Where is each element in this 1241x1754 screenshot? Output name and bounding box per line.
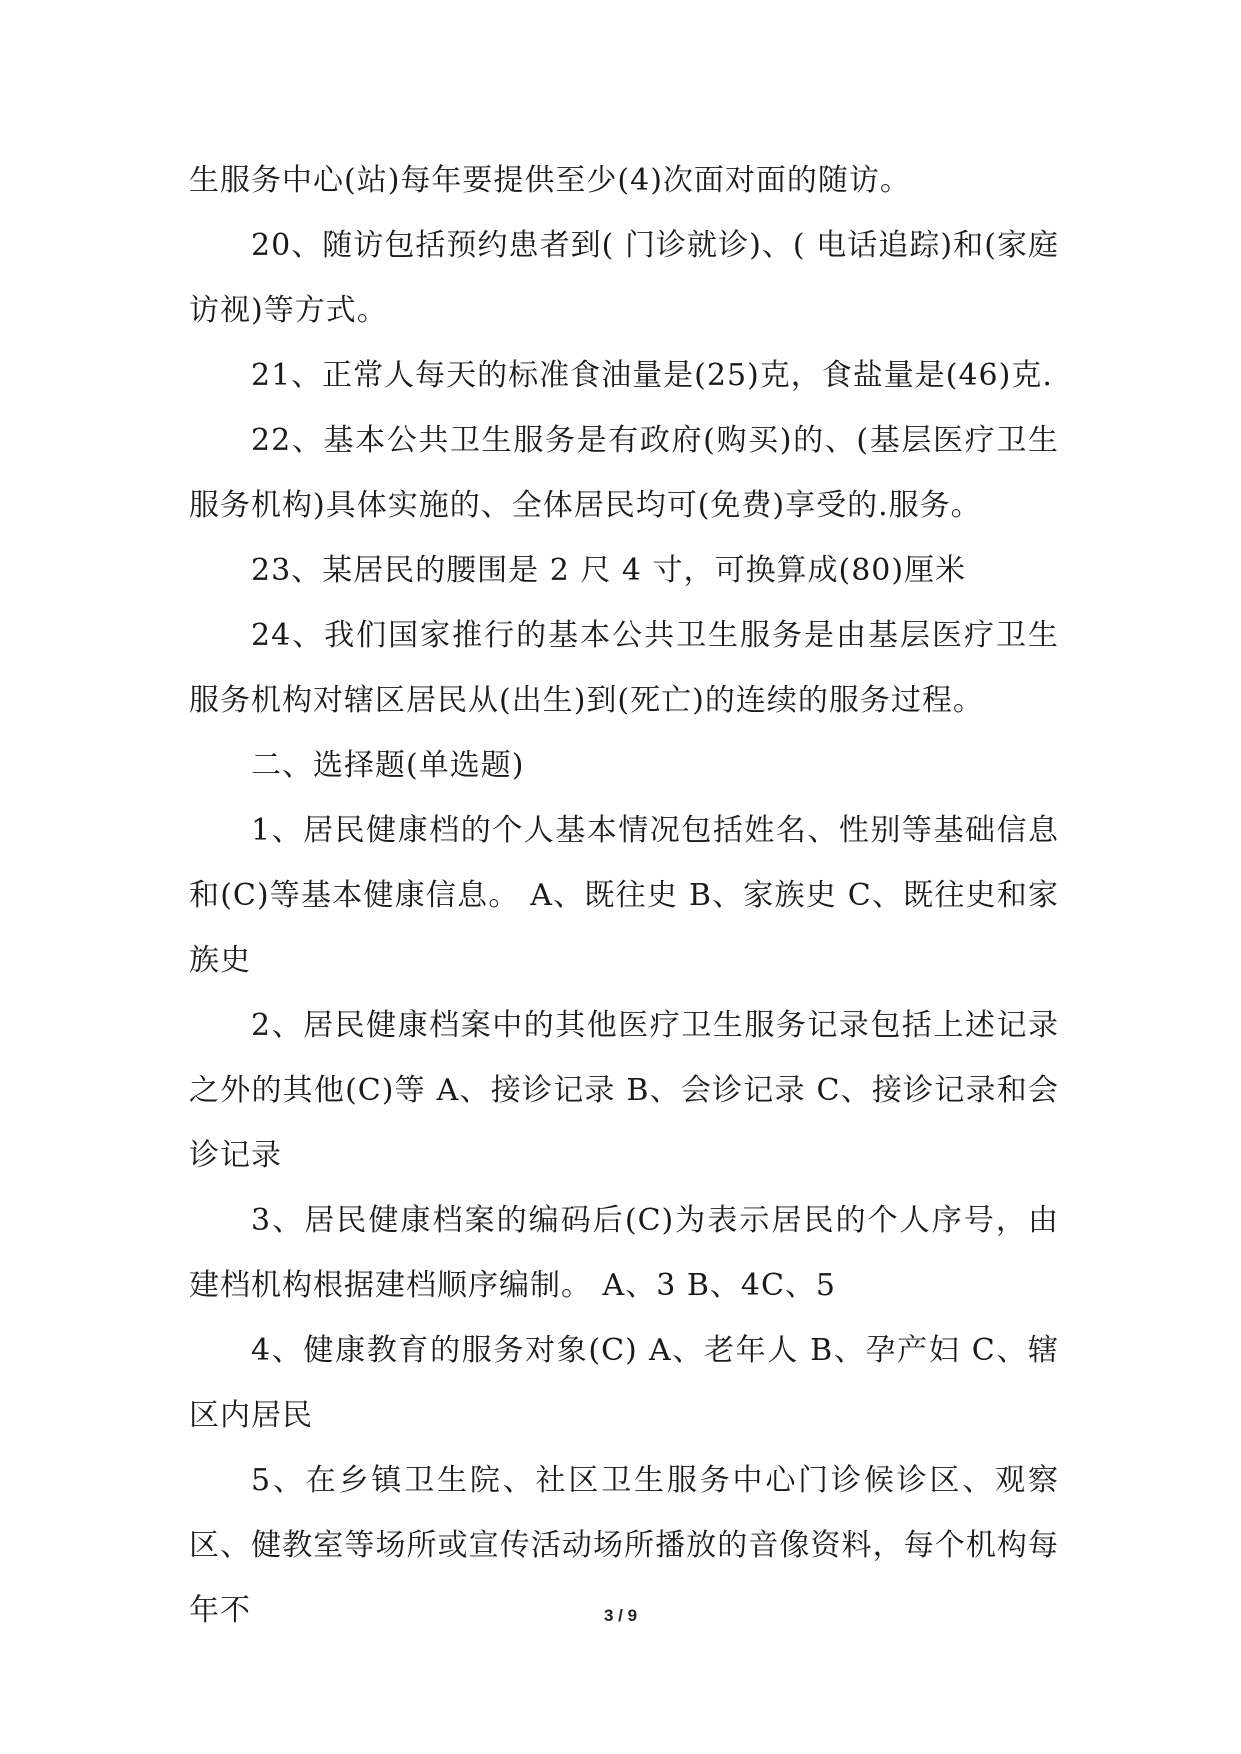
page-number: 3 / 9 [603,1606,638,1625]
section-heading: 二、选择题(单选题) [251,748,525,783]
paragraph: 生服务中心(站)每年要提供至少(4)次面对面的随访。 [189,163,911,198]
paragraph: 23、某居民的腰围是 2 尺 4 寸，可换算成(80)厘米 [251,553,967,588]
paragraph: 22、基本公共卫生服务是有政府(购买)的、(基层医疗卫生服务机构)具体实施的、全体居民均可(免费)享受的.服务。 [189,423,1059,523]
question-item: 1、居民健康档的个人基本情况包括姓名、性别等基础信息和(C)等基本健康信息。 A、既往史 B、家族史 C、既往史和家族史 [189,813,1059,978]
question-item: 5、在乡镇卫生院、社区卫生服务中心门诊候诊区、观察区、健教室等场所或宣传活动场所播放的音像资料，每个机构每年不 [189,1463,1059,1628]
paragraph: 24、我们国家推行的基本公共卫生服务是由基层医疗卫生服务机构对辖区居民从(出生)到(死亡)的连续的服务过程。 [189,618,1059,718]
paragraph: 21、正常人每天的标准食油量是(25)克，食盐量是(46)克. [251,358,1053,393]
question-item: 2、居民健康档案中的其他医疗卫生服务记录包括上述记录之外的其他(C)等 A、接诊记录 B、会诊记录 C、接诊记录和会诊记录 [189,1008,1059,1173]
document-body [189,148,1059,1643]
paragraph: 20、随访包括预约患者到( 门诊就诊)、( 电话追踪)和(家庭访视)等方式。 [189,228,1059,328]
question-item: 4、健康教育的服务对象(C) A、老年人 B、孕产妇 C、辖区内居民 [189,1333,1059,1433]
question-item: 3、居民健康档案的编码后(C)为表示居民的个人序号，由建档机构根据建档顺序编制。 A、3 B、4C、5 [189,1203,1059,1303]
